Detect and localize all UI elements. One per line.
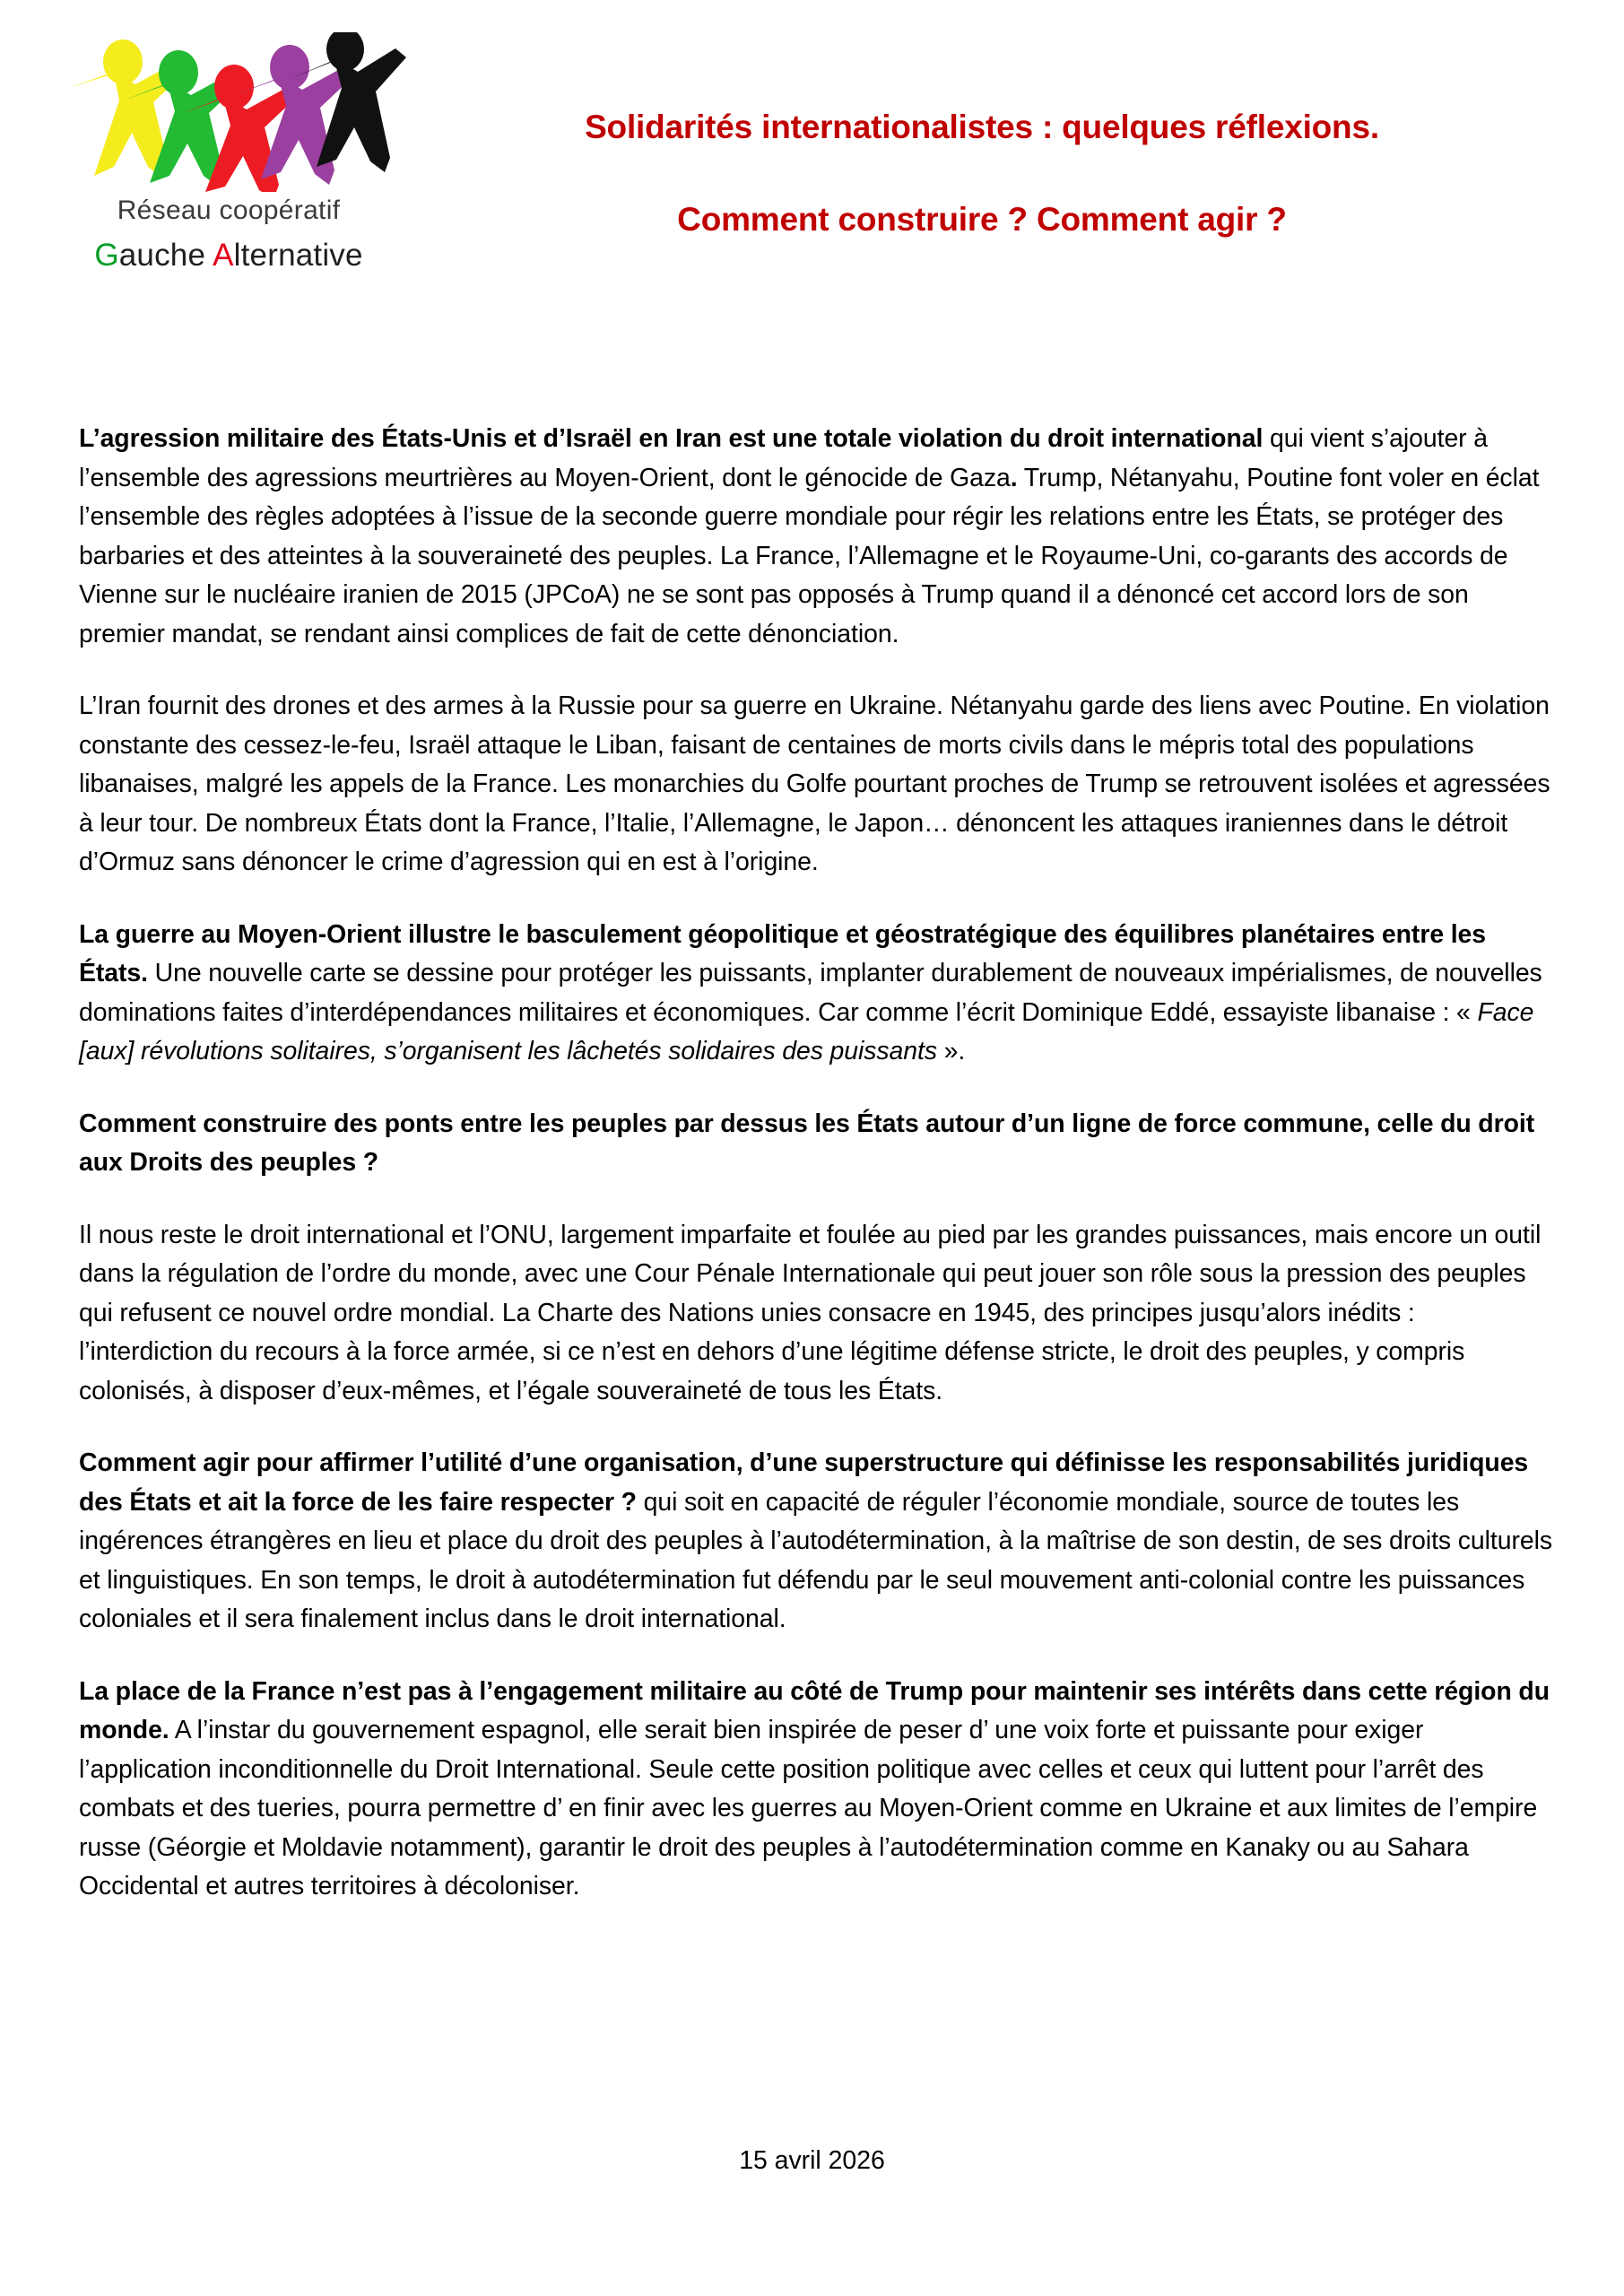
paragraph-1-lead: L’agression militaire des États-Unis et d’Israël en Iran est une totale violation du droit international — [79, 424, 1264, 453]
logo-tagline: Réseau coopératif — [117, 196, 341, 225]
logo-name-lternative: lternative — [233, 237, 363, 273]
logo-name-a: A — [213, 237, 234, 273]
paragraph-3 — [79, 916, 1554, 1072]
title-block — [386, 106, 1578, 241]
paragraph-1-bold-period: . — [1010, 463, 1018, 492]
paragraph-3-quote-tail: ». — [937, 1037, 966, 1065]
page-subtitle: Comment construire ? Comment agir ? — [677, 201, 1287, 239]
paragraph-6-lead: Comment agir pour affirmer l’utilité d’une organisation, d’une superstructure qui définisse les responsabilités juridiques des États et ait la force de les faire respecter ? — [79, 1448, 1529, 1517]
paragraph-3-lead: La guerre au Moyen-Orient illustre le basculement géopolitique et géostratégique des équilibres planétaires entre les États. — [79, 919, 1487, 987]
paragraph-1-text-b: Trump, Nétanyahu, Poutine font voler en éclat l’ensemble des règles adoptées à l’issue de la seconde guerre mondiale pour régir les relations entre les États, se protéger des barbaries et des atteintes à la souveraineté des peuples. La France, l’Allemagne et le Royaume-Uni, co-garants des accords de Vienne sur le nucléaire iranien de 2015 (JPCoA) ne se sont pas opposés à Trump quand il a dénoncé cet accord lors de son premier mandat, se rendant ainsi complices de fait de cette dénonciation. — [79, 463, 1540, 648]
logo-name — [49, 237, 408, 274]
paragraph-7-lead: La place de la France n’est pas à l’engagement militaire au côté de Trump pour maintenir ses intérêts dans cette région du monde. — [79, 1676, 1550, 1744]
document-header — [0, 0, 1624, 377]
paragraph-7 — [79, 1673, 1554, 1907]
five-people-stars-icon — [49, 32, 408, 192]
paragraph-2: L’Iran fournit des drones et des armes à la Russie pour sa guerre en Ukraine. Nétanyahu garde des liens avec Poutine. En violation constante des cessez-le-feu, Israël attaque le Liban, faisant de centaines de morts civils dans le mépris total des populations libanaises, malgré les appels de la France. Les monarchies du Golfe pourtant proches de Trump se retrouvent isolées et agressées à leur tour. De nombreux États dont la France, l’Italie, l’Allemagne, le Japon… dénoncent les attaques iraniennes dans le détroit d’Ormuz sans dénoncer le crime d’agression qui en est à l’origine. — [79, 691, 1550, 876]
document-body — [79, 420, 1554, 1907]
logo-name-auche: auche — [118, 237, 213, 273]
paragraph-3-quote: Face [aux] révolutions solitaires, s’organisent les lâchetés solidaires des puissants — [79, 997, 1534, 1065]
logo-name-g: G — [94, 237, 119, 273]
paragraph-7-text: A l’instar du gouvernement espagnol, elle serait bien inspirée de peser d’ une voix forte et puissante pour exiger l’application inconditionnelle du Droit International. Seule cette position politique avec celles et ceux qui luttent pour l’arrêt des combats et des tueries, pourra permettre d’ en finir avec les guerres au Moyen-Orient comme en Ukraine et aux limites de l’empire russe (Géorgie et Moldavie notamment), garantir le droit des peuples à l’autodétermination comme en Kanaky ou au Sahara Occidental et autres territoires à décoloniser. — [79, 1716, 1538, 1900]
paragraph-6 — [79, 1444, 1554, 1639]
paragraph-1 — [79, 420, 1554, 654]
document-date: 15 avril 2026 — [739, 2146, 885, 2175]
paragraph-5: Il nous reste le droit international et l’ONU, largement imparfaite et foulée au pied par les grandes puissances, mais encore un outil dans la régulation de l’ordre du monde, avec une Cour Pénale Internationale qui peut jouer son rôle sous la pression des peuples qui refusent ce nouvel ordre mondial. La Charte des Nations unies consacre en 1945, des principes jusqu’alors inédits : l’interdiction du recours à la force armée, si ce n’est en dehors d’une légitime défense stricte, le droit des peuples, y compris colonisés, à disposer d’eux-mêmes, et l’égale souveraineté de tous les États. — [79, 1220, 1541, 1405]
paragraph-1-text-a: qui vient s’ajouter à l’ensemble des agressions meurtrières au Moyen-Orient, dont le génocide de Gaza — [79, 424, 1488, 492]
page-title: Solidarités internationalistes : quelques réflexions. — [585, 109, 1379, 145]
paragraph-3-text: Une nouvelle carte se dessine pour protéger les puissants, implanter durablement de nouveaux impérialismes, de nouvelles dominations faites d’interdépendances militaires et économiques. Car comme l’écrit Dominique Eddé, essayiste libanaise : « — [79, 959, 1542, 1027]
paragraph-6-text: qui soit en capacité de réguler l’économie mondiale, source de toutes les ingérences étrangères en lieu et place du droit des peuples à l’autodétermination, à la maîtrise de son destin, de ses droits culturels et linguistiques. En son temps, le droit à autodétermination fut défendu par le seul mouvement anti-colonial contre les puissances coloniales et il sera finalement inclus dans le droit international. — [79, 1487, 1552, 1633]
paragraph-4-heading — [79, 1105, 1554, 1183]
organization-logo — [49, 32, 408, 274]
paragraph-4-bold: Comment construire des ponts entre les peuples par dessus les États autour d’un ligne de force commune, celle du droit aux Droits des peuples ? — [79, 1109, 1535, 1177]
